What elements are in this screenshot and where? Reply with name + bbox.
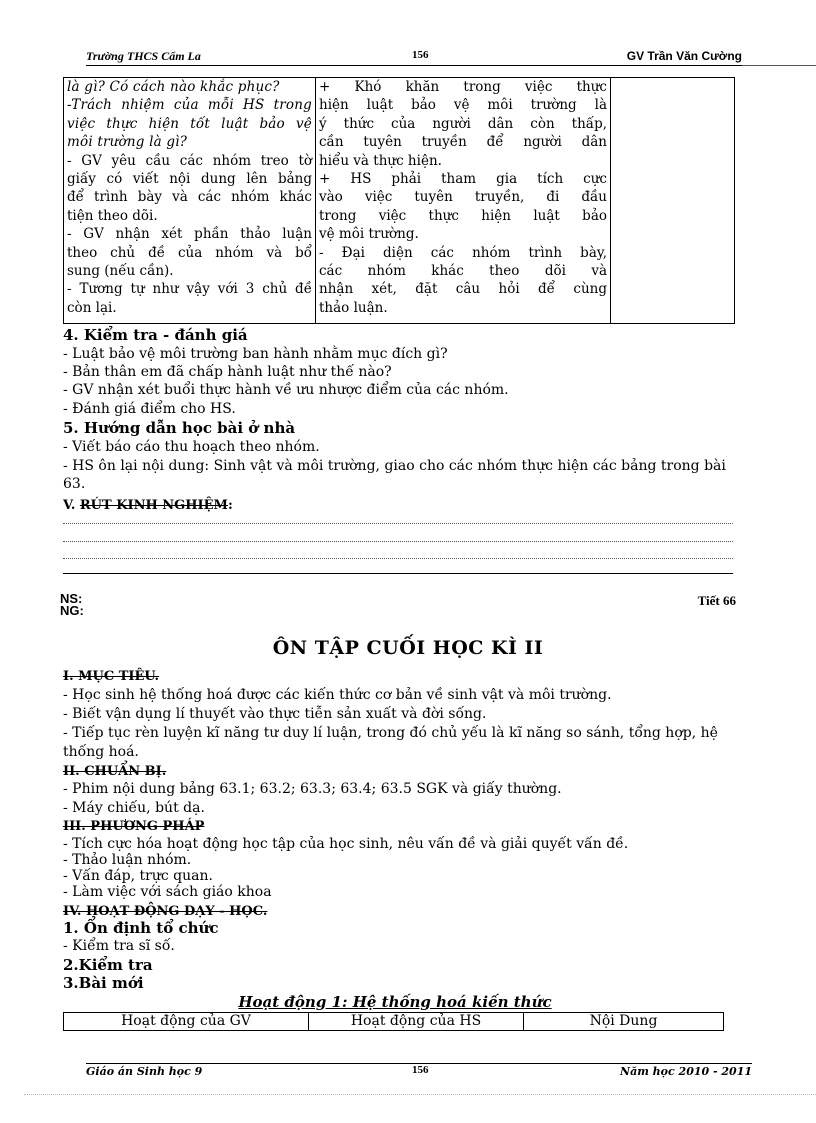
- table-line: để trình bày và các nhóm khác: [67, 189, 312, 206]
- list-item: - Kiểm tra sĩ số.: [63, 938, 175, 954]
- page-header: [86, 48, 742, 66]
- table-line: vệ môi trường.: [319, 226, 419, 243]
- table-line: hiểu và thực hiện.: [319, 152, 442, 169]
- methods-heading: III. PHƯƠNG PHÁP: [63, 819, 205, 834]
- list-item: - Biết vận dụng lí thuyết vào thực tiễn sản xuất và đời sống.: [63, 706, 487, 722]
- list-item: - Tích cực hóa hoạt động học tập của học sinh, nêu vấn đề và giải quyết vấn đề.: [63, 836, 629, 852]
- table-line: ý thức của người dân còn thấp,: [319, 115, 607, 132]
- teacher-activity-column: [64, 78, 316, 323]
- table-line: vào việc tuyên truyền, đi đầu: [319, 189, 607, 206]
- objectives-heading: I. MỤC TIÊU.: [63, 669, 160, 684]
- header-page-number: 156: [412, 49, 429, 61]
- table-line: -Trách nhiệm của mỗi HS trong: [67, 97, 312, 114]
- list-item: - Tiếp tục rèn luyện kĩ năng tư duy lí luận, trong đó chủ yếu là kĩ năng so sánh, tổng hợp, hệ: [63, 725, 718, 741]
- table-line: còn lại.: [67, 299, 117, 316]
- footer-subject: Giáo án Sinh học 9: [86, 1065, 203, 1078]
- section-4-heading: 4. Kiểm tra - đánh giá: [63, 326, 248, 344]
- table-line: sung (nếu cần).: [67, 263, 174, 280]
- subsection-2: 2.Kiểm tra: [63, 956, 153, 974]
- list-item: - Luật bảo vệ môi trường ban hành nhằm mục đích gì?: [63, 346, 448, 362]
- table-line: nhận xét, đặt câu hỏi để cùng: [319, 281, 607, 298]
- page-footer: [86, 1063, 752, 1077]
- table-line: thảo luận.: [319, 299, 388, 316]
- preparation-heading: II. CHUẨN BỊ.: [63, 764, 167, 779]
- table-line: - Đại diện các nhóm trình bày,: [319, 244, 607, 261]
- list-item: - Viết báo cáo thu hoạch theo nhóm.: [63, 439, 320, 455]
- activity-1-title: Hoạt động 1: Hệ thống hoá kiến thức: [238, 993, 552, 1011]
- list-item: thống hoá.: [63, 744, 139, 760]
- list-item: - HS ôn lại nội dung: Sinh vật và môi trường, giao cho các nhóm thực hiện các bảng trong bài: [63, 458, 726, 474]
- content-column: [611, 78, 736, 323]
- note-line: [63, 523, 733, 524]
- experience-prefix: V.: [63, 498, 80, 513]
- table-line: trong việc thực hiện luật bảo: [319, 207, 607, 224]
- table-line: - GV yêu cầu các nhóm treo tờ: [67, 152, 312, 169]
- experience-label: RÚT KINH NGHIỆM: [79, 498, 228, 513]
- table-line: môi trường là gì?: [67, 134, 188, 151]
- section-5-heading: 5. Hướng dẫn học bài ở nhà: [63, 419, 296, 437]
- table-header-cell: Hoạt động của GV: [64, 1013, 309, 1030]
- section-divider: [63, 573, 733, 574]
- table-line: việc thực hiện tốt luật bảo vệ: [67, 115, 312, 132]
- activity-table-continued: [63, 77, 735, 324]
- table-line: các nhóm khác theo dõi và: [319, 263, 607, 280]
- lesson-title: ÔN TẬP CUỐI HỌC KÌ II: [272, 637, 544, 659]
- list-item: - Bản thân em đã chấp hành luật như thế nào?: [63, 364, 392, 380]
- subsection-3: 3.Bài mới: [63, 974, 144, 992]
- experience-heading: [63, 498, 233, 513]
- list-item: - Học sinh hệ thống hoá được các kiến thức cơ bản về sinh vật và môi trường.: [63, 687, 612, 703]
- student-activity-column: [316, 78, 611, 323]
- list-item: - Làm việc với sách giáo khoa: [63, 884, 272, 900]
- teacher-name: GV Trần Văn Cường: [626, 49, 742, 63]
- footer-page-number: 156: [412, 1064, 429, 1076]
- school-name: Trường THCS Cẩm La: [86, 49, 201, 63]
- table-line: hiện luật bảo vệ môi trường là: [319, 97, 607, 114]
- table-line: - Tương tự như vậy với 3 chủ đề: [67, 281, 312, 298]
- table-line: + HS phải tham gia tích cực: [319, 171, 607, 188]
- table-line: + Khó khăn trong việc thực: [319, 79, 607, 95]
- table-line: tiện theo dõi.: [67, 207, 158, 224]
- header-rule: [742, 65, 816, 66]
- ns-label: NS:: [60, 591, 83, 606]
- table-header-cell: Hoạt động của HS: [309, 1013, 524, 1030]
- table-line: cần tuyên truyền để người dân: [319, 134, 607, 151]
- list-item: - Thảo luận nhóm.: [63, 852, 192, 868]
- list-item: - GV nhận xét buổi thực hành về ưu nhược điểm của các nhóm.: [63, 382, 509, 398]
- ng-label: NG:: [60, 603, 84, 618]
- list-item: - Đánh giá điểm cho HS.: [63, 401, 236, 417]
- table-line: theo chủ đề của nhóm và bổ: [67, 244, 312, 261]
- list-item: - Vấn đáp, trực quan.: [63, 868, 213, 884]
- footer-school-year: Năm học 2010 - 2011: [620, 1065, 752, 1078]
- table-line: giấy có viết nội dung lên bảng: [67, 171, 312, 188]
- table-line: - GV nhận xét phần thảo luận: [67, 226, 312, 243]
- note-line: [63, 558, 733, 559]
- activity-table: [63, 1012, 724, 1031]
- note-line: [63, 541, 733, 542]
- subsection-1: 1. Ổn định tổ chức: [63, 919, 219, 937]
- activities-heading: IV. HOẠT ĐỘNG DẠY - HỌC.: [63, 904, 268, 919]
- list-item: 63.: [63, 476, 86, 492]
- page-edge-dots: [24, 1094, 816, 1095]
- list-item: - Phim nội dung bảng 63.1; 63.2; 63.3; 63.4; 63.5 SGK và giấy thường.: [63, 781, 562, 797]
- period-label: Tiết 66: [697, 593, 736, 608]
- table-header-cell: Nội Dung: [589, 1013, 658, 1029]
- experience-colon: :: [227, 498, 233, 513]
- table-line: là gì? Có cách nào khắc phục?: [67, 79, 280, 95]
- list-item: - Máy chiếu, bút dạ.: [63, 800, 205, 816]
